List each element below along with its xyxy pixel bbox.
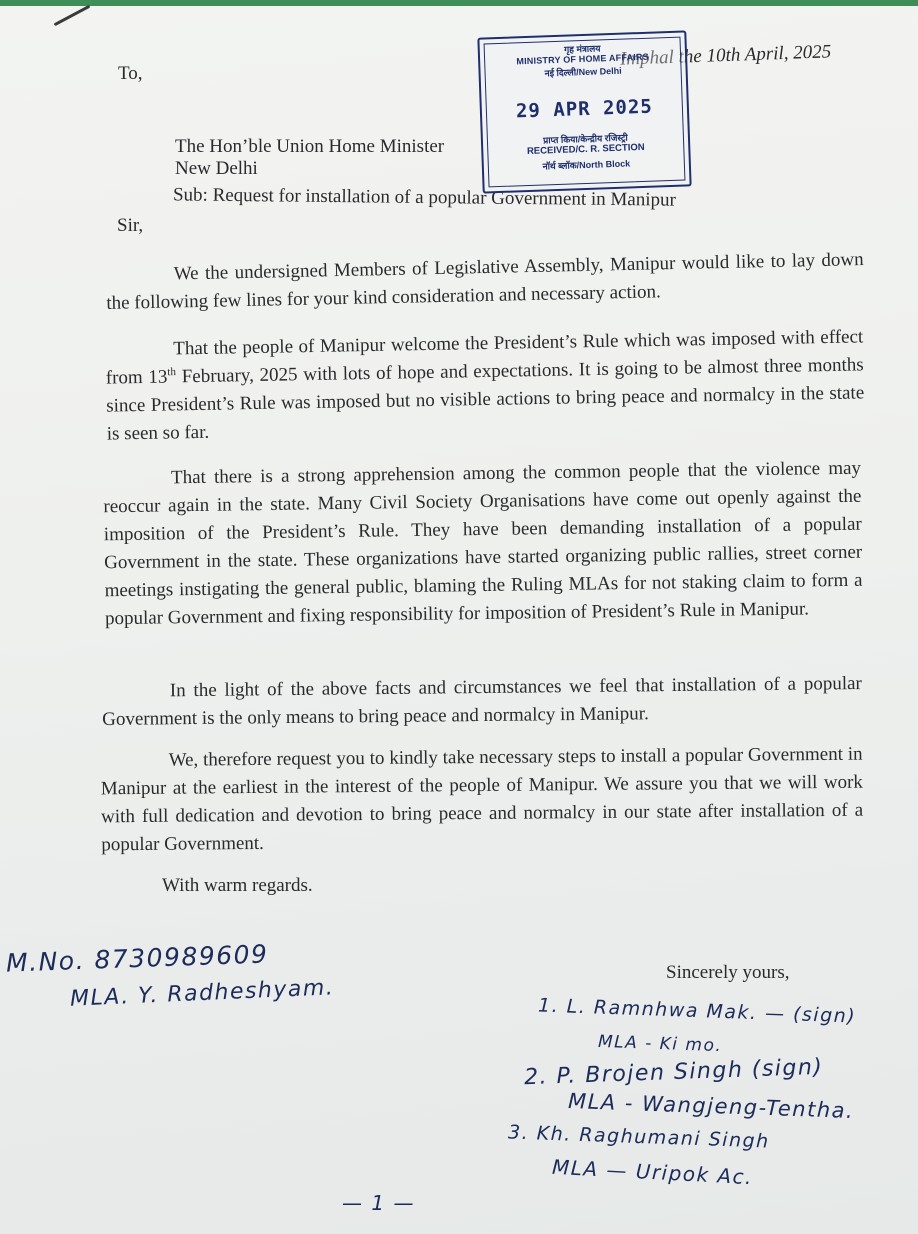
paragraph-2-start: That the people of Manipur welcome the President’s Rule which was imposed with effect from 13 xyxy=(105,326,864,389)
subject-text: Request for installation of a popular Government in Manipur xyxy=(212,184,677,211)
signature-3: 3. Kh. Raghumani Singh xyxy=(507,1121,771,1153)
stamp-date: 29 APR 2025 xyxy=(515,95,654,123)
page-edge-background xyxy=(0,0,918,6)
subject-label: Sub: xyxy=(172,184,208,206)
signature-3-title: MLA — Uripok Ac. xyxy=(551,1154,754,1190)
recipient-city: New Delhi xyxy=(175,158,258,179)
to-line: To, xyxy=(118,63,143,84)
stamp-hindi-received: प्राप्त किया/केन्द्रीय रजिस्ट्री xyxy=(542,132,628,146)
stamp-ministry: MINISTRY OF HOME AFFAIRS xyxy=(516,51,650,67)
paragraph-5-text: We, therefore request you to kindly take necessary steps to install a popular Government in Manipur at the earliest in the interest of the people of Manipur. We assure you that we will work with full dedication and devotion to bring peace and normalcy in our state after installation of a popular Government. xyxy=(100,743,864,856)
paragraph-3 xyxy=(103,455,863,634)
handwritten-phone: M.No. 8730989609 xyxy=(5,939,269,978)
paragraph-2-end: February, 2025 with lots of hope and expectations. It is going to be almost three months since President’s Rule was imposed but no visible actions to bring peace and normalcy in the state is seen so far. xyxy=(106,354,865,445)
stamp-hindi-ministry: गृह मंत्रालय xyxy=(563,43,601,55)
handwritten-left-signature: MLA. Y. Radheshyam. xyxy=(69,975,335,1012)
closing: With warm regards. xyxy=(162,875,313,896)
signature-2: 2. P. Brojen Singh (sign) xyxy=(523,1054,824,1091)
stamp-city: नई दिल्ली/New Delhi xyxy=(544,65,622,79)
paragraph-5 xyxy=(101,741,864,860)
salutation: Sir, xyxy=(117,215,144,236)
paragraph-1 xyxy=(105,246,864,318)
sign-off: Sincerely yours, xyxy=(666,962,790,983)
signature-1: 1. L. Ramnhwa Mak. — (sign) xyxy=(537,994,857,1028)
pen-mark xyxy=(54,5,91,26)
signature-1-title: MLA - Ki mo. xyxy=(597,1031,723,1057)
place-date: Imphal the 10th April, 2025 xyxy=(619,41,832,70)
signature-2-title: MLA - Wangjeng-Tentha. xyxy=(567,1089,855,1123)
paragraph-3-text: That there is a strong apprehension among the common people that the violence may reoccur again in the state. Many Civil Society Organisations have come out openly against the imposition of the President’s Rule. They have been demanding installation of a popular Government in the state. These organizations have started organizing public rallies, street corner meetings instigating the general public, blaming the Ruling MLAs for not staking claim to form a popular Government and fixing responsibility for imposition of President’s Rule in Manipur. xyxy=(103,457,863,630)
paragraph-2 xyxy=(105,323,865,448)
paragraph-1-text: We the undersigned Members of Legislative Assembly, Manipur would like to lay down the following few lines for your kind consideration and necessary action. xyxy=(106,249,864,314)
paragraph-4-text: In the light of the above facts and circumstances we feel that installation of a popular Government is the only means to bring peace and normalcy in Manipur. xyxy=(102,673,862,730)
stamp-block: नॉर्थ ब्लॉक/North Block xyxy=(542,158,631,172)
page-number-marker: — 1 — xyxy=(342,1191,415,1215)
recipient-title: The Hon’ble Union Home Minister xyxy=(175,136,445,157)
paragraph-4 xyxy=(102,670,863,734)
date-ordinal: th xyxy=(167,366,177,379)
stamp-received: RECEIVED/C. R. SECTION xyxy=(526,141,645,158)
received-stamp xyxy=(477,30,691,193)
paragraph-2-text xyxy=(105,323,865,448)
